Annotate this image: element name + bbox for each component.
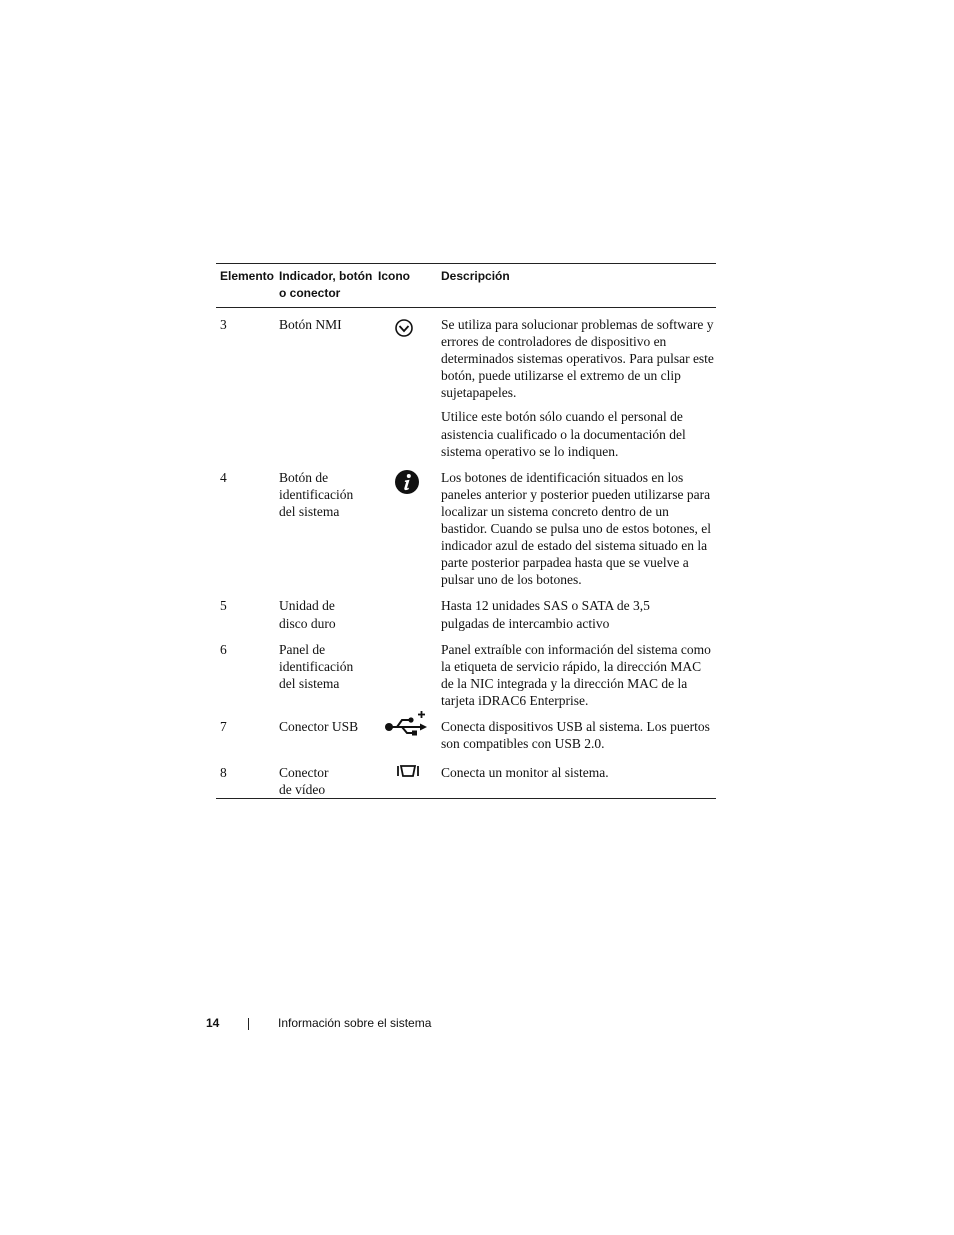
description-paragraph: Conecta dispositivos USB al sistema. Los puertos son compatibles con USB 2.0.: [441, 718, 710, 752]
table-row: [216, 716, 716, 762]
header-indicador: Indicador, botón o conector: [279, 269, 373, 300]
row-description: [441, 469, 716, 596]
row-number: 6: [220, 641, 227, 657]
description-paragraph: Hasta 12 unidades SAS o SATA de 3,5 pulgadas de intercambio activo: [441, 598, 650, 631]
usb-icon: [383, 710, 429, 738]
table-row: [216, 595, 716, 638]
video-icon: [396, 762, 420, 780]
description-paragraph: Los botones de identificación situados en los paneles anterior y posterior pueden utilizarse para localizar un sistema concreto dentro de un bastidor. Cuando se pulsa uno de estos botones, el indicador azul de estado del sistema situado en la parte posterior parpadea hasta que se vuelve a pulsar uno de los botones.: [441, 469, 711, 588]
description-paragraph: Conecta un monitor al sistema.: [441, 765, 609, 781]
row-name: Panel de identificación del sistema: [279, 641, 354, 691]
description-paragraph: Panel extraíble con información del sistema como la etiqueta de servicio rápido, la dirección MAC de la NIC integrada y la dirección MAC de la tarjeta iDRAC6 Enterprise.: [441, 641, 711, 708]
row-name: Unidad de disco duro: [279, 598, 336, 631]
row-number: 8: [220, 765, 227, 781]
section-title: Información sobre el sistema: [278, 1016, 432, 1030]
page-footer: [0, 1016, 954, 1036]
spec-table: [216, 263, 716, 799]
header-elemento: Elemento: [220, 269, 275, 283]
row-description: [441, 641, 716, 716]
row-name: Botón NMI: [279, 317, 342, 332]
header-descripcion: Descripción: [441, 269, 510, 283]
table-row: [216, 762, 716, 798]
page-number: 14: [206, 1016, 220, 1030]
row-number: 7: [220, 718, 227, 734]
row-description: [441, 316, 716, 467]
table-header: [216, 264, 716, 308]
table-row: [216, 308, 716, 467]
table-row: [216, 467, 716, 596]
row-number: 4: [220, 469, 227, 485]
row-number: 5: [220, 598, 227, 614]
row-description: [441, 718, 716, 762]
table-row: [216, 639, 716, 716]
row-name: Conector USB: [279, 718, 359, 734]
system-identification-icon: [394, 469, 420, 495]
header-icono: Icono: [378, 269, 410, 283]
nmi-icon: [394, 318, 414, 338]
row-name: Conector de vídeo: [279, 765, 329, 798]
row-name: Botón de identificación del sistema: [279, 469, 354, 519]
row-description: [441, 764, 716, 798]
description-paragraph: Se utiliza para solucionar problemas de software y errores de controladores de dispositivo en determinados sistemas operativos. Para pulsar este botón, puede utilizarse el extremo de un clip sujetapapeles.: [441, 317, 714, 401]
description-paragraph: Utilice este botón sólo cuando el personal de asistencia cualificado o la documentación del sistema operativo se lo indiquen.: [441, 409, 686, 459]
row-number: 3: [220, 317, 227, 332]
footer-separator: [248, 1018, 249, 1030]
row-description: [441, 597, 716, 638]
